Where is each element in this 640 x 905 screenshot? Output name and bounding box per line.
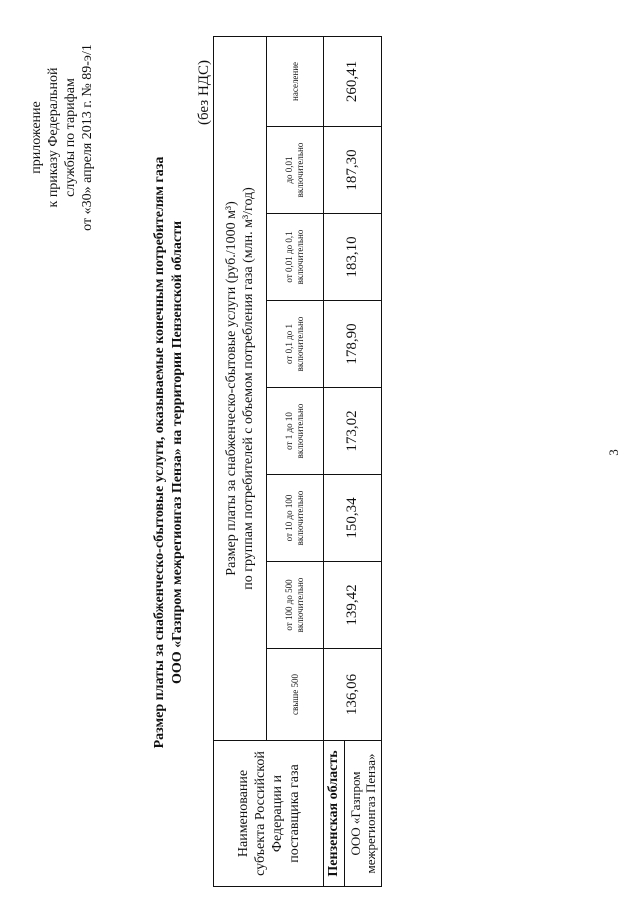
column-header: до 0,01 включительно (267, 127, 324, 214)
annex-line-4: от «30» апреля 2013 г. № 89-э/1 (80, 44, 95, 231)
table-cell: 187,30 (324, 127, 382, 214)
annex-line-1: приложение (29, 101, 44, 174)
column-header: население (267, 36, 324, 126)
fee-column-header (214, 36, 267, 740)
column-header: от 0,01 до 0,1 включительно (267, 214, 324, 301)
column-header: от 100 до 500 включительно (267, 562, 324, 649)
document-title-line-2: ООО «Газпром межрегионгаз Пенза» на территории Пензенской области (170, 220, 185, 685)
document-title-line-1: Размер платы за снабженческо-сбытовые услуги, оказываемые конечным потребителям газа (152, 156, 167, 749)
table-cell: 183,10 (324, 214, 382, 301)
table-cell: 150,34 (324, 475, 382, 562)
annex-note (28, 25, 96, 250)
supplier-line-2: межрегионгаз Пенза» (363, 753, 378, 874)
supplier-line-1: ООО «Газпром (348, 771, 363, 856)
vat-note: (без НДС) (196, 59, 212, 125)
fee-header-line-2: по группам потребителей с объемом потребления газа (млн. м³/год) (241, 187, 256, 590)
column-header: свыше 500 (267, 649, 324, 741)
tariff-table (213, 36, 382, 887)
annex-line-2: к приказу Федеральной (46, 67, 61, 208)
entity-column-header: Наименование субъекта Российской Федерации и поставщика газа (214, 741, 324, 887)
fee-header-line-1: Размер платы за снабженческо-сбытовые услуги (руб./1000 м³) (224, 201, 239, 576)
table-cell: 139,42 (324, 562, 382, 649)
table-cell: 136,06 (324, 649, 382, 741)
table-cell: 173,02 (324, 388, 382, 475)
annex-line-3: службы по тарифам (63, 78, 78, 197)
column-header: от 0,1 до 1 включительно (267, 301, 324, 388)
region-row (324, 36, 345, 886)
page-number: 3 (606, 449, 621, 456)
table-cell: 178,90 (324, 301, 382, 388)
supplier-name (345, 741, 382, 887)
region-name: Пензенская область (324, 741, 345, 887)
table-header-row (214, 36, 267, 886)
column-header: от 10 до 100 включительно (267, 475, 324, 562)
table-cell: 260,41 (324, 36, 382, 126)
column-header: от 1 до 10 включительно (267, 388, 324, 475)
